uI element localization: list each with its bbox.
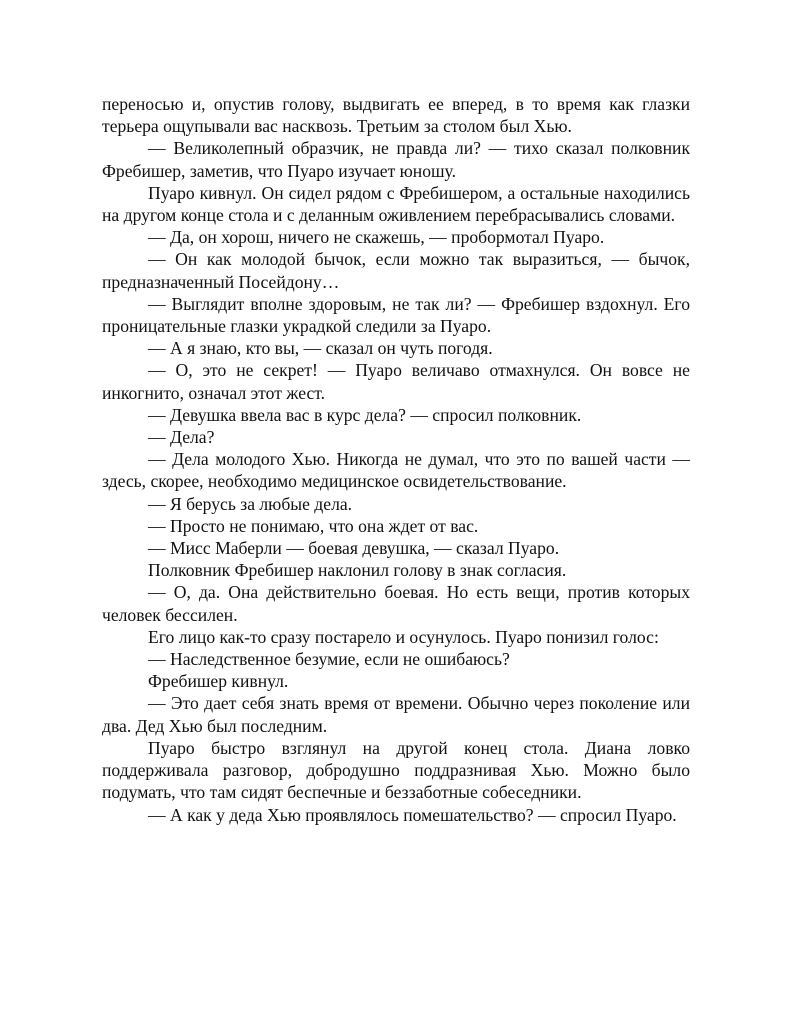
paragraph: — Мисс Маберли — боевая девушка, — сказал Пуаро. [148, 538, 560, 559]
paragraph: — Просто не понимаю, что она ждет от вас. [148, 515, 479, 536]
paragraph: Пуаро кивнул. Он сидел рядом с Фребишером, а остальные находились на другом конце стола и с деланным оживлением перебрасывались словами. [102, 182, 690, 226]
paragraph: — А я знаю, кто вы, — сказал он чуть погодя. [148, 338, 493, 359]
page-text [102, 93, 690, 826]
paragraph: — Наследственное безумие, если не ошибаюсь? [148, 649, 510, 670]
paragraph: — Дела молодого Хью. Никогда не думал, что это по вашей части — здесь, скорее, необходимо медицинское освидетельствование. [102, 449, 690, 492]
paragraph: — Я берусь за любые дела. [148, 493, 353, 514]
paragraph: — О, да. Она действительно боевая. Но есть вещи, против которых человек бессилен. [102, 582, 690, 625]
paragraph: Фребишер кивнул. [148, 671, 289, 692]
paragraph: Его лицо как-то сразу постарело и осунулось. Пуаро понизил голос: [148, 626, 659, 647]
paragraph: — Это дает себя знать время от времени. Обычно через поколение или два. Дед Хью был последним. [102, 693, 690, 736]
paragraph: — Девушка ввела вас в курс дела? — спросил полковник. [148, 404, 582, 425]
paragraph: — А как у деда Хью проявлялось помешательство? — спросил Пуаро. [148, 804, 677, 825]
paragraph: переносью и, опустив голову, выдвигать ее вперед, в то время как глазки терьера ощупывали вас насквозь. Третьим за столом был Хью. [102, 94, 690, 137]
paragraph: — О, это не секрет! — Пуаро величаво отмахнулся. Он вовсе не инкогнито, означал этот жест. [102, 360, 690, 403]
paragraph: — Выглядит вполне здоровым, не так ли? — Фребишер вздохнул. Его проницательные глазки украдкой следили за Пуаро. [102, 293, 690, 337]
paragraph: — Великолепный образчик, не правда ли? — тихо сказал полковник Фребишер, заметив, что Пуаро изучает юношу. [102, 138, 690, 181]
paragraph: — Да, он хорош, ничего не скажешь, — пробормотал Пуаро. [148, 227, 605, 248]
paragraph: Пуаро быстро взглянул на другой конец стола. Диана ловко поддерживала разговор, добродушно поддразнивая Хью. Можно было подумать, что там сидят беспечные и беззаботные собеседники. [102, 737, 690, 803]
paragraph: — Дела? [148, 427, 215, 448]
paragraph: — Он как молодой бычок, если можно так выразиться, — бычок, предназначенный Посейдону… [102, 249, 690, 292]
paragraph: Полковник Фребишер наклонил голову в знак согласия. [148, 560, 567, 581]
